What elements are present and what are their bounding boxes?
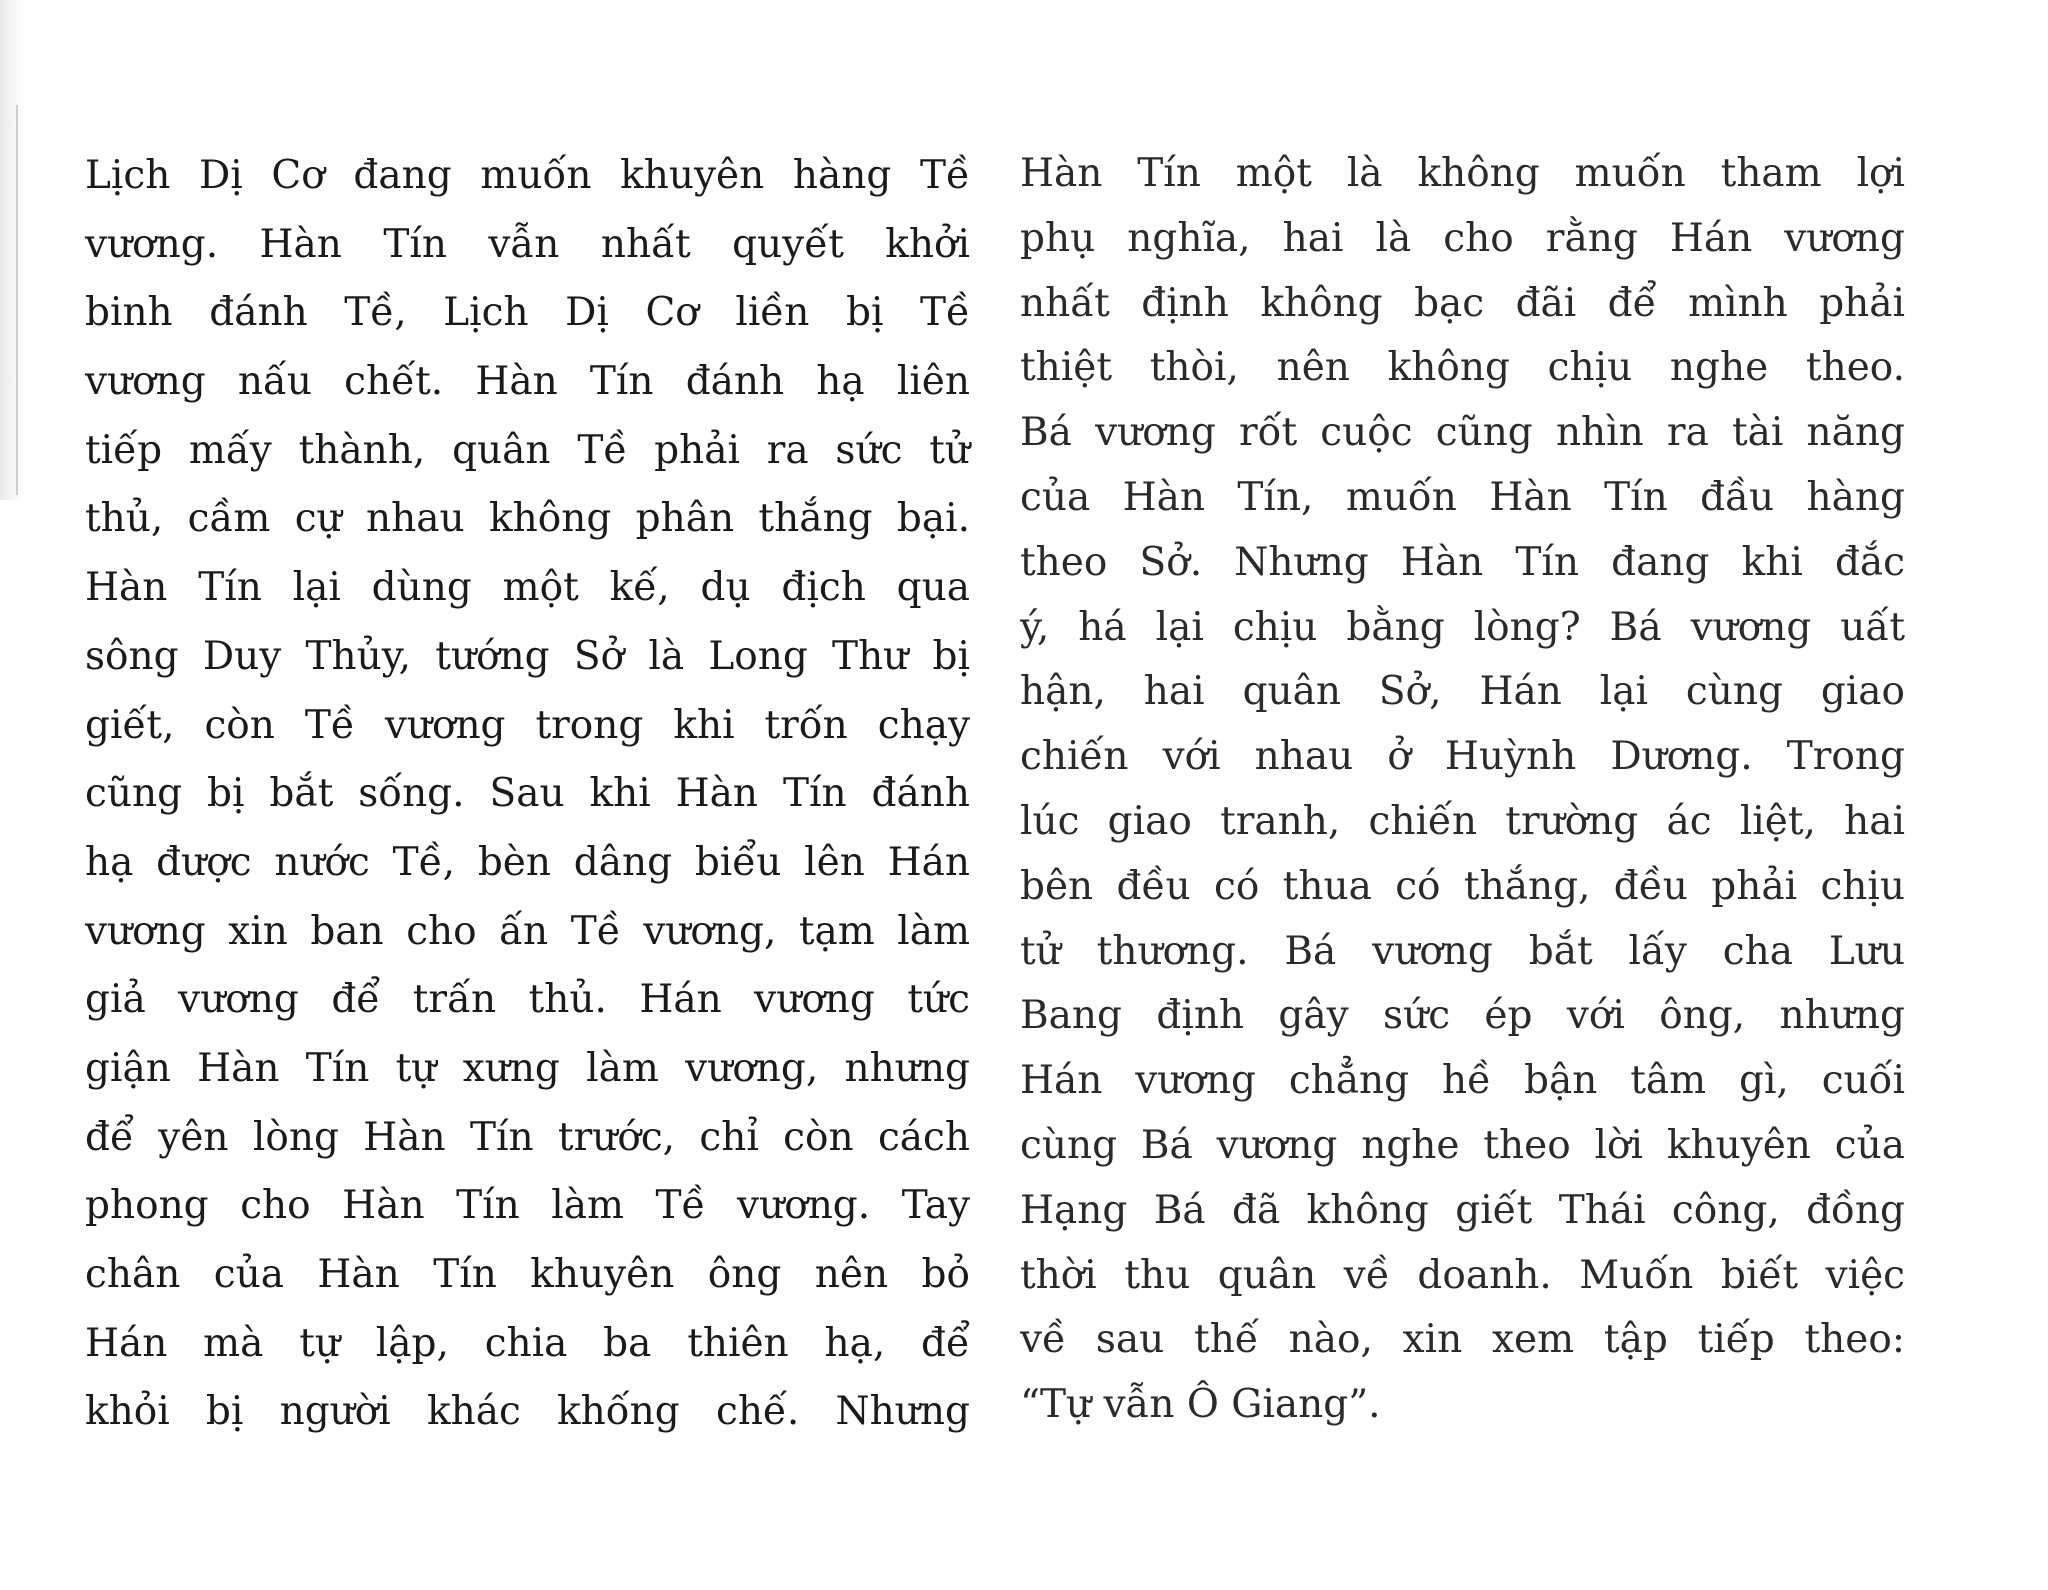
page-edge-line [16,105,18,495]
left-text-column [85,142,970,1447]
text-line: giết, còn Tề vương trong khi trốn chạy [85,702,970,748]
text-line: giả vương để trấn thủ. Hán vương tức [85,977,970,1023]
text-line: Hán vương chẳng hề bận tâm gì, cuối [1020,1058,1905,1104]
text-line: Bang định gây sức ép với ông, nhưng [1020,993,1905,1039]
text-line: binh đánh Tề, Lịch Dị Cơ liền bị Tề [85,290,970,336]
text-line: thiệt thòi, nên không chịu nghe theo. [1020,345,1905,391]
text-line: hạ được nước Tề, bèn dâng biểu lên Hán [85,839,970,885]
text-line: ý, há lại chịu bằng lòng? Bá vương uất [1020,604,1905,650]
text-line: bên đều có thua có thắng, đều phải chịu [1020,863,1905,909]
text-line: thời thu quân về doanh. Muốn biết việc [1020,1252,1905,1298]
text-line: tử thương. Bá vương bắt lấy cha Lưu [1020,928,1905,974]
text-line: theo Sở. Nhưng Hàn Tín đang khi đắc [1020,539,1905,585]
text-line: để yên lòng Hàn Tín trước, chỉ còn cách [85,1114,970,1160]
text-line: sông Duy Thủy, tướng Sở là Long Thư bị [85,633,970,679]
text-line: phong cho Hàn Tín làm Tề vương. Tay [85,1183,970,1229]
text-line: hận, hai quân Sở, Hán lại cùng giao [1020,669,1905,715]
text-line: chân của Hàn Tín khuyên ông nên bỏ [85,1252,970,1297]
text-line: lúc giao tranh, chiến trường ác liệt, hai [1020,798,1905,844]
text-line: về sau thế nào, xin xem tập tiếp theo: [1020,1317,1905,1363]
text-line: vương xin ban cho ấn Tề vương, tạm làm [85,908,970,954]
text-line: phụ nghĩa, hai là cho rằng Hán vương [1020,215,1905,261]
text-line: Hạng Bá đã không giết Thái công, đồng [1020,1187,1905,1233]
text-line: vương nấu chết. Hàn Tín đánh hạ liên [85,359,970,405]
text-line: chiến với nhau ở Huỳnh Dương. Trong [1020,734,1905,780]
text-line: Hàn Tín lại dùng một kế, dụ địch qua [85,565,970,611]
right-text-column [1020,142,1905,1438]
text-line: Hán mà tự lập, chia ba thiên hạ, để [85,1320,970,1366]
text-line: tiếp mấy thành, quân Tề phải ra sức tử [85,427,970,473]
text-line: giận Hàn Tín tự xưng làm vương, nhưng [85,1045,970,1091]
text-line: nhất định không bạc đãi để mình phải [1020,280,1905,326]
page-gutter-shadow [0,0,22,500]
text-line: của Hàn Tín, muốn Hàn Tín đầu hàng [1020,474,1905,520]
text-line: Bá vương rốt cuộc cũng nhìn ra tài năng [1020,410,1905,456]
text-line: Hàn Tín một là không muốn tham lợi [1020,151,1905,196]
text-line: “Tự vẫn Ô Giang”. [1020,1382,1381,1428]
text-line: cũng bị bắt sống. Sau khi Hàn Tín đánh [85,771,970,817]
text-line: Lịch Dị Cơ đang muốn khuyên hàng Tề [85,153,970,198]
text-line: thủ, cầm cự nhau không phân thắng bại. [85,496,970,542]
text-line: cùng Bá vương nghe theo lời khuyên của [1020,1122,1905,1168]
text-line: vương. Hàn Tín vẫn nhất quyết khởi [85,221,970,267]
text-line: khỏi bị người khác khống chế. Nhưng [85,1389,970,1435]
